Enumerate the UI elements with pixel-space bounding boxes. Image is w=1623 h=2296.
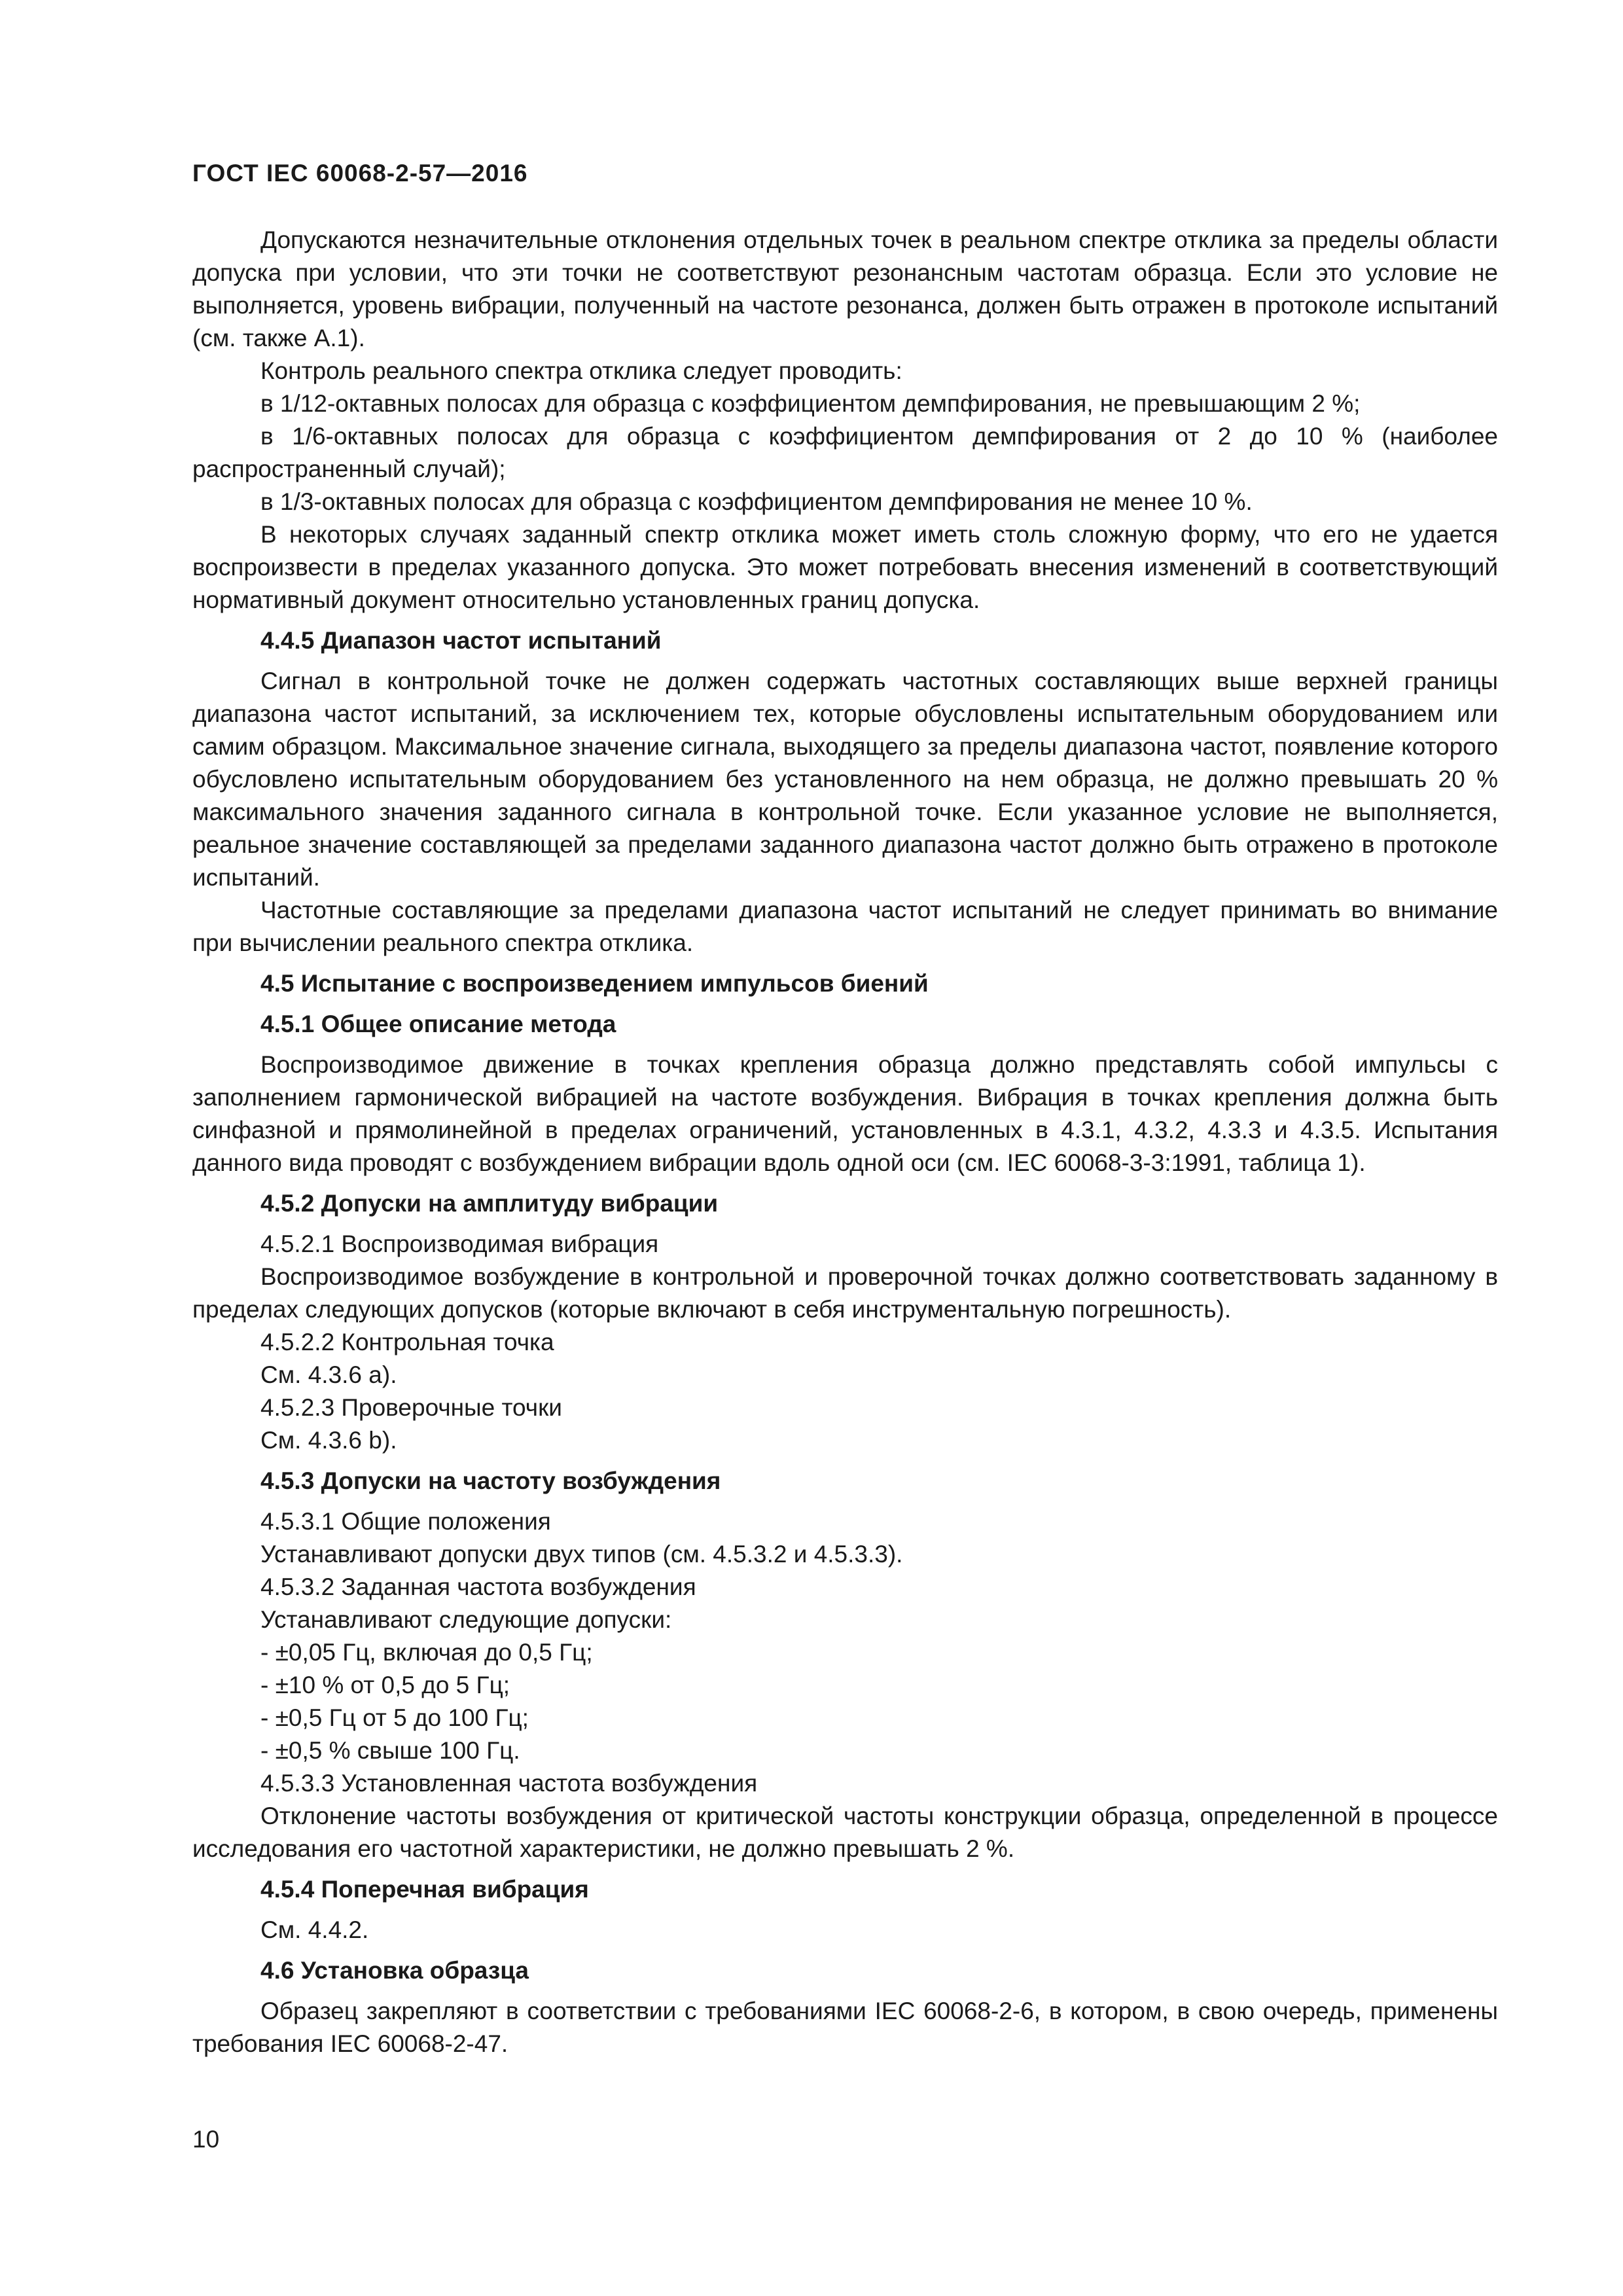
paragraph: Воспроизводимое движение в точках крепления образца должно представлять собой импульсы с заполнением гармонической вибрацией на частоте возбуждения. Вибрация в точках крепления должна быть синфазной и прямолинейной в пределах ограничений, установленных в 4.3.1, 4.3.2, 4.3.3 и 4.3.5. Испытания данного вида проводят с возбуждением вибрации вдоль одной оси (см. IEC 60068-3-3:1991, таблица 1). xyxy=(192,1051,1498,1176)
paragraph: Сигнал в контрольной точке не должен содержать частотных составляющих выше верхней границы диапазона частот испытаний, за исключением тех, которые обусловлены испытательным оборудованием или самим образцом. Максимальное значение сигнала, выходящего за пределы диапазона частот, появление которого обусловлено испытательным оборудованием без установленного на нем образца, не должно превышать 20 % максимального значения заданного сигнала в контрольной точке. Если указанное условие не выполняется, реальное значение составляющей за пределами заданного диапазона частот должно быть отражено в протоколе испытаний. xyxy=(192,668,1498,891)
body-text xyxy=(192,224,1498,2060)
subsection-title: 4.5.3.1 Общие положения xyxy=(260,1508,551,1535)
tolerance-item: - ±10 % от 0,5 до 5 Гц; xyxy=(260,1672,510,1698)
paragraph: Частотные составляющие за пределами диапазона частот испытаний не следует принимать во внимание при вычислении реального спектра отклика. xyxy=(192,897,1498,956)
tolerance-item: - ±0,05 Гц, включая до 0,5 Гц; xyxy=(260,1639,593,1666)
paragraph: Допускаются незначительные отклонения отдельных точек в реальном спектре отклика за пределы области допуска при условии, что эти точки не соответствуют резонансным частотам образца. Если это условие не выполняется, уровень вибрации, полученный на частоте резонанса, должен быть отражен в протоколе испытаний (см. также А.1). xyxy=(192,226,1498,351)
cross-reference: См. 4.4.2. xyxy=(260,1916,369,1943)
cross-reference: См. 4.3.6 b). xyxy=(260,1427,397,1454)
subsection-title: 4.5.2.1 Воспроизводимая вибрация xyxy=(260,1230,659,1257)
section-heading-4-5-1: 4.5.1 Общее описание метода xyxy=(260,1011,616,1037)
paragraph: Воспроизводимое возбуждение в контрольной и проверочной точках должно соответствовать заданному в пределах следующих допусков (которые включают в себя инструментальную погрешность). xyxy=(192,1263,1498,1323)
section-heading-4-5-4: 4.5.4 Поперечная вибрация xyxy=(260,1876,589,1903)
section-heading-4-5-3: 4.5.3 Допуски на частоту возбуждения xyxy=(260,1467,721,1494)
paragraph: Устанавливают следующие допуски: xyxy=(260,1606,672,1633)
subsection-title: 4.5.2.2 Контрольная точка xyxy=(260,1329,554,1355)
standard-header: ГОСТ IEC 60068-2-57—2016 xyxy=(192,160,528,187)
tolerance-item: - ±0,5 % свыше 100 Гц. xyxy=(260,1737,520,1764)
paragraph: В некоторых случаях заданный спектр отклика может иметь столь сложную форму, что его не удается воспроизвести в пределах указанного допуска. Это может потребовать внесения изменений в соответствующий нормативный документ относительно установленных границ допуска. xyxy=(192,521,1498,613)
list-item: в 1/6-октавных полосах для образца с коэффициентом демпфирования от 2 до 10 % (наиболее распространенный случай); xyxy=(192,423,1498,482)
section-heading-4-6: 4.6 Установка образца xyxy=(260,1957,529,1984)
subsection-title: 4.5.3.3 Установленная частота возбуждения xyxy=(260,1770,758,1797)
tolerance-item: - ±0,5 Гц от 5 до 100 Гц; xyxy=(260,1704,529,1731)
paragraph: Отклонение частоты возбуждения от критической частоты конструкции образца, определенной в процессе исследования его частотной характеристики, не должно превышать 2 %. xyxy=(192,1803,1498,1862)
section-heading-4-4-5: 4.4.5 Диапазон частот испытаний xyxy=(260,627,662,654)
section-heading-4-5-2: 4.5.2 Допуски на амплитуду вибрации xyxy=(260,1190,719,1217)
page-number: 10 xyxy=(192,2126,220,2153)
paragraph: Устанавливают допуски двух типов (см. 4.5.3.2 и 4.5.3.3). xyxy=(260,1541,903,1568)
subsection-title: 4.5.2.3 Проверочные точки xyxy=(260,1394,562,1421)
section-heading-4-5: 4.5 Испытание с воспроизведением импульсов биений xyxy=(260,970,929,997)
cross-reference: См. 4.3.6 a). xyxy=(260,1361,397,1388)
paragraph: Образец закрепляют в соответствии с требованиями IEC 60068-2-6, в котором, в свою очередь, применены требования IEC 60068-2-47. xyxy=(192,1998,1498,2057)
list-item: в 1/12-октавных полосах для образца с коэффициентом демпфирования, не превышающим 2 %; xyxy=(260,390,1361,417)
list-item: в 1/3-октавных полосах для образца с коэффициентом демпфирования не менее 10 %. xyxy=(260,488,1253,515)
paragraph: Контроль реального спектра отклика следует проводить: xyxy=(260,357,902,384)
subsection-title: 4.5.3.2 Заданная частота возбуждения xyxy=(260,1573,696,1600)
